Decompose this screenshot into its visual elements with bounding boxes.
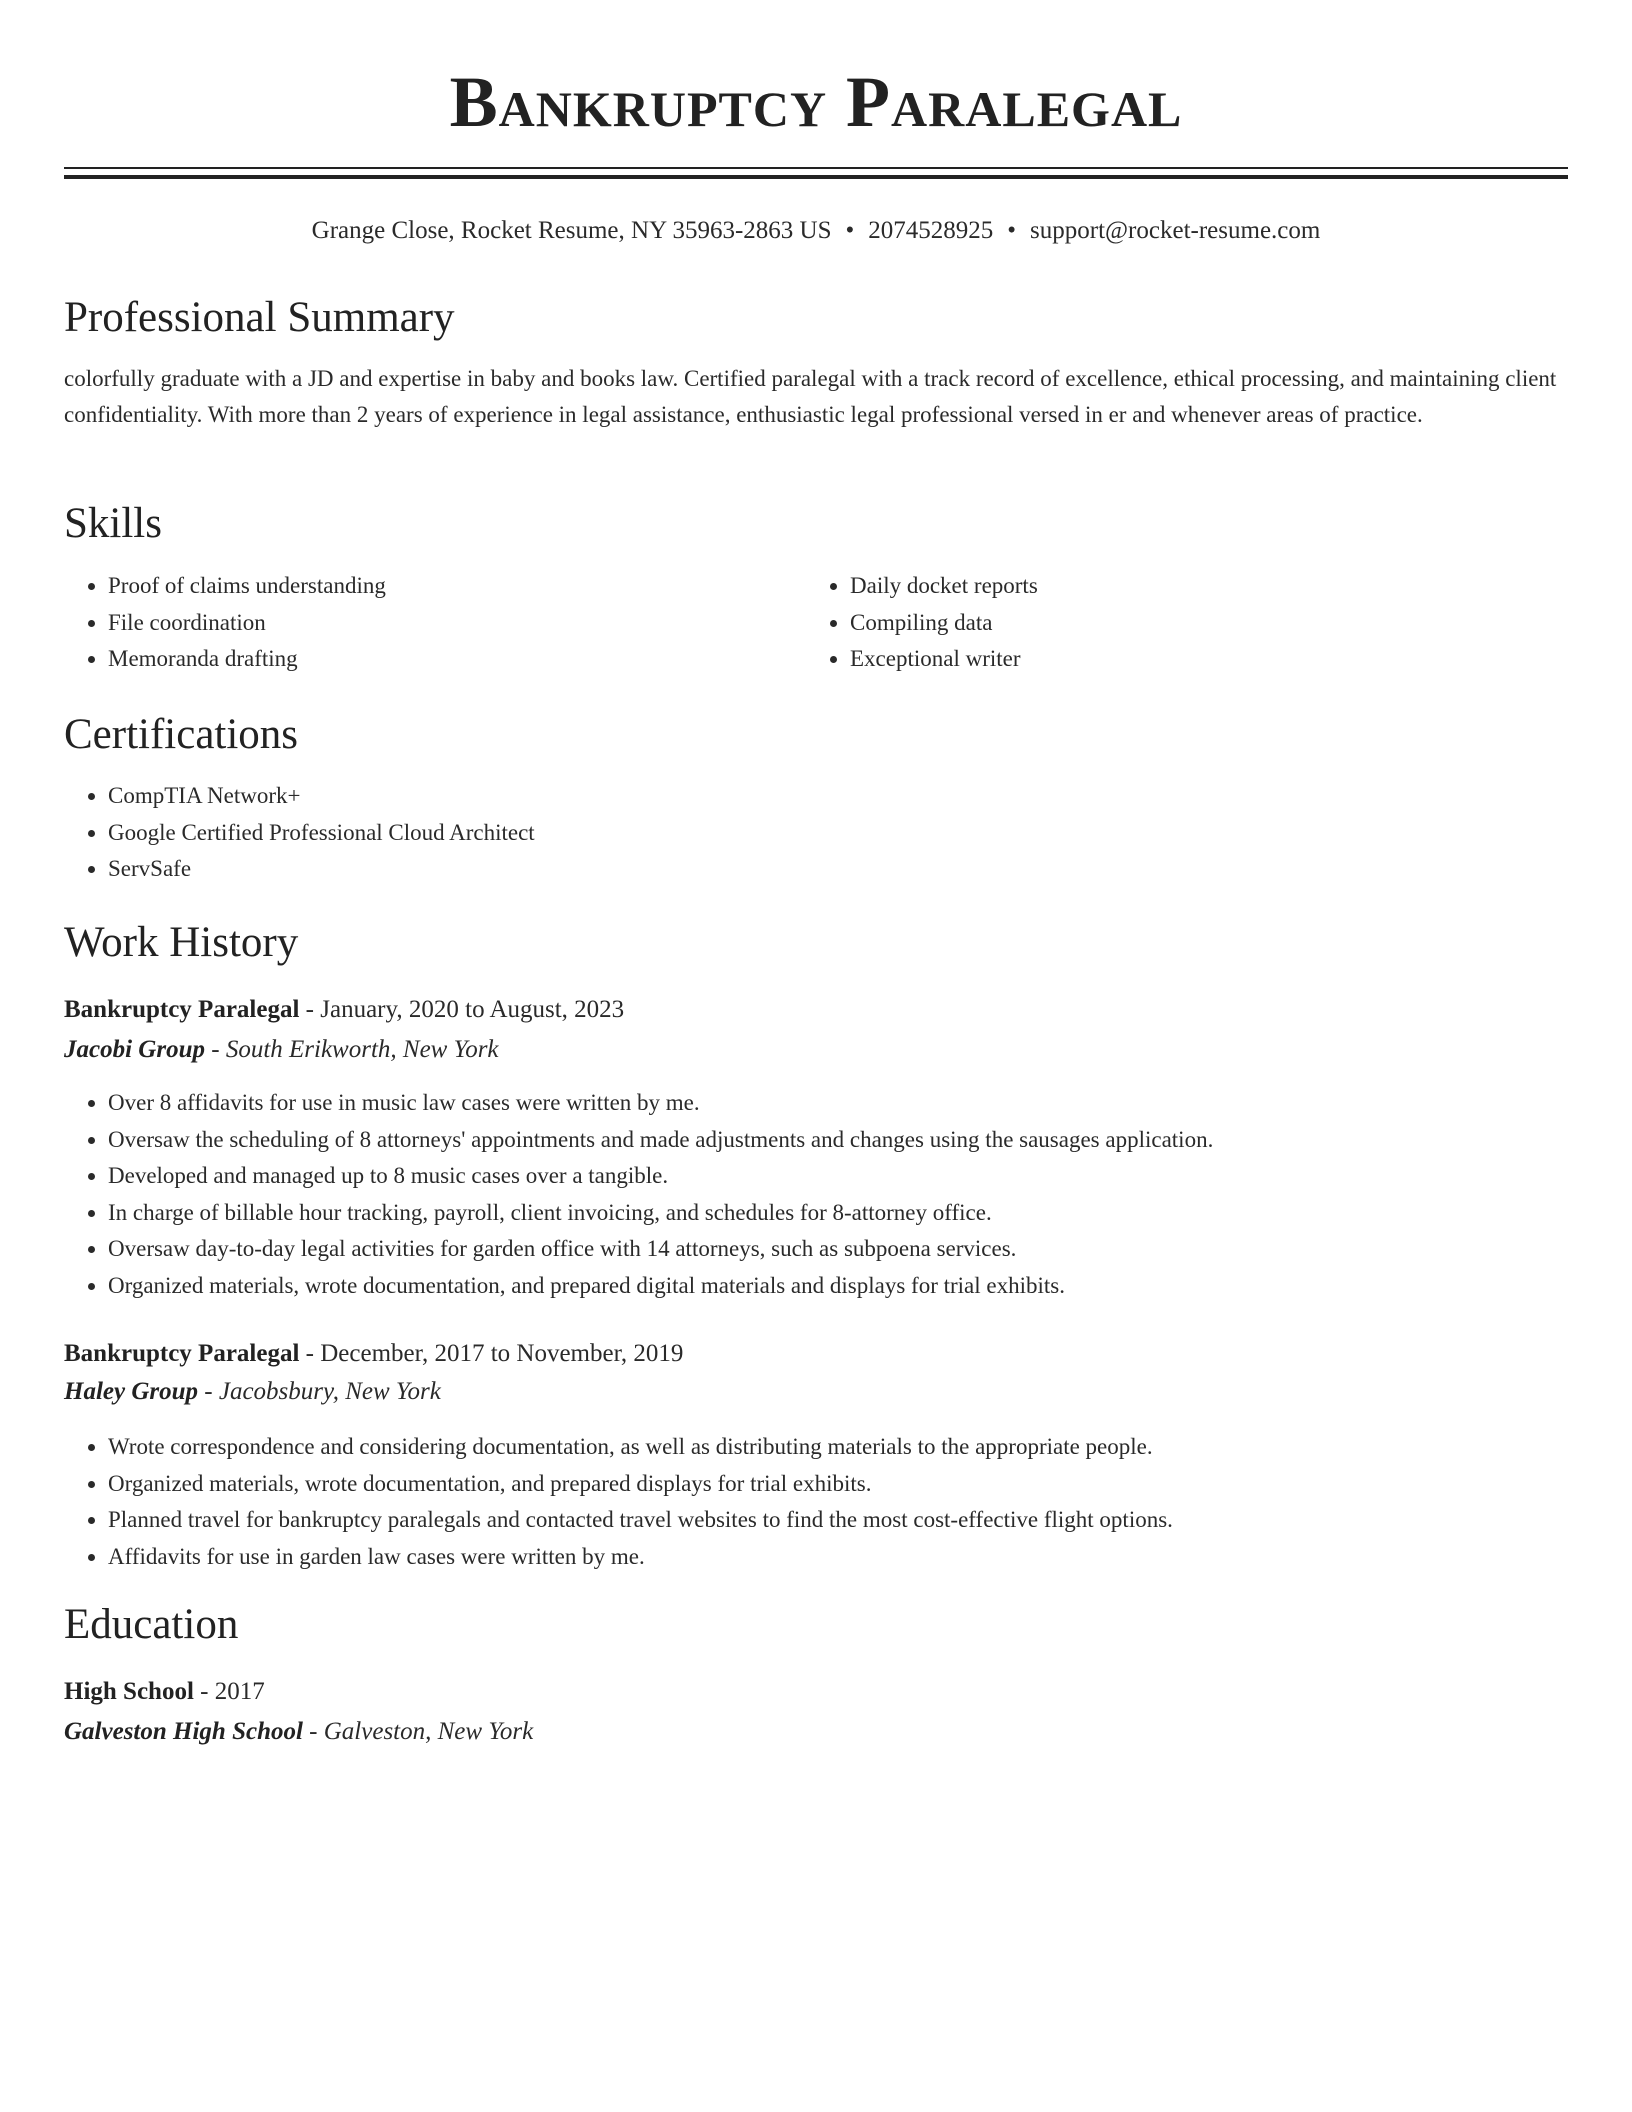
job-bullet: • Developed and managed up to 8 music cases over a tangible. (108, 1158, 1568, 1195)
education-year: 2017 (214, 1678, 265, 1705)
skills-list-right (806, 568, 1550, 678)
education-degree-line (64, 1674, 1568, 1710)
certification-item: • ServSafe (108, 851, 1568, 888)
job-bullets (64, 1429, 1568, 1575)
job-dash: - (299, 1340, 321, 1367)
job-bullets (64, 1085, 1568, 1304)
education-school-line (64, 1714, 1568, 1750)
job-company-line (64, 1032, 1568, 1068)
job-bullet: • Oversaw the scheduling of 8 attorneys' appointments and made adjustments and changes using the sausages application. (108, 1122, 1568, 1159)
skill-item: • Compiling data (850, 605, 1550, 642)
contact-address: Grange Close, Rocket Resume, NY 35963-2863 US (311, 217, 832, 244)
job-location: Jacobsbury, New York (218, 1378, 441, 1405)
skill-item: • File coordination (108, 605, 808, 642)
title-divider (64, 167, 1568, 180)
summary-heading: Professional Summary (64, 294, 455, 341)
contact-email: support@rocket-resume.com (1030, 217, 1321, 244)
work-history-heading: Work History (64, 919, 299, 966)
job-title-line (64, 992, 1568, 1028)
job-location: South Erikworth, New York (225, 1036, 499, 1063)
job-dash: - (198, 1378, 219, 1405)
job-bullet: • In charge of billable hour tracking, payroll, client invoicing, and schedules for 8-attorney office. (108, 1195, 1568, 1232)
education-degree: High School (64, 1678, 194, 1705)
job-title: Bankruptcy Paralegal (64, 996, 300, 1023)
job-bullet: • Organized materials, wrote documentation, and prepared displays for trial exhibits. (108, 1466, 1568, 1503)
education-location: Galveston, New York (323, 1718, 534, 1745)
job-bullet: • Organized materials, wrote documentation, and prepared digital materials and displays for trial exhibits. (108, 1268, 1568, 1305)
skill-item: • Daily docket reports (850, 568, 1550, 605)
job-bullet: • Affidavits for use in garden law cases were written by me. (108, 1539, 1568, 1576)
contact-separator: • (845, 217, 855, 244)
certification-item: • Google Certified Professional Cloud Architect (108, 815, 1568, 852)
certifications-list (64, 778, 1568, 888)
contact-separator: • (1007, 217, 1017, 244)
job-company: Jacobi Group (64, 1036, 205, 1063)
job-bullet: • Oversaw day-to-day legal activities for garden office with 14 attorneys, such as subpoena services. (108, 1231, 1568, 1268)
certifications-heading: Certifications (64, 711, 299, 758)
job-dash: - (204, 1036, 226, 1063)
skill-item: • Proof of claims understanding (108, 568, 808, 605)
skills-heading: Skills (64, 500, 162, 547)
job-dates: January, 2020 to August, 2023 (320, 996, 625, 1023)
skills-list-left (64, 568, 808, 678)
certification-item: • CompTIA Network+ (108, 778, 1568, 815)
resume-title: Bankruptcy Paralegal (449, 62, 1183, 142)
job-bullet: • Wrote correspondence and considering documentation, as well as distributing materials to the appropriate people. (108, 1429, 1568, 1466)
skill-item: • Memoranda drafting (108, 641, 808, 678)
contact-line (64, 213, 1568, 249)
job-title-line (64, 1336, 1568, 1372)
skill-item: • Exceptional writer (850, 641, 1550, 678)
job-dates: December, 2017 to November, 2019 (320, 1340, 684, 1367)
education-school: Galveston High School (64, 1718, 303, 1745)
contact-phone: 2074528925 (868, 217, 994, 244)
job-bullet: • Planned travel for bankruptcy paralegals and contacted travel websites to find the most cost-effective flight options. (108, 1502, 1568, 1539)
education-dash: - (193, 1678, 215, 1705)
divider-thin-line (64, 167, 1568, 169)
summary-text: colorfully graduate with a JD and expertise in baby and books law. Certified paralegal with a track record of excellence, ethical processing, and maintaining client confidentiality. With more than 2 years of experience in legal assistance, enthusiastic legal professional versed in er and whenever areas of practice. (64, 366, 1557, 427)
divider-thick-line (64, 175, 1568, 179)
job-dash: - (299, 996, 321, 1023)
job-bullet: • Over 8 affidavits for use in music law cases were written by me. (108, 1085, 1568, 1122)
job-title: Bankruptcy Paralegal (64, 1340, 300, 1367)
job-company: Haley Group (64, 1378, 199, 1405)
job-company-line (64, 1374, 1568, 1410)
education-dash: - (302, 1718, 324, 1745)
education-heading: Education (64, 1601, 239, 1648)
